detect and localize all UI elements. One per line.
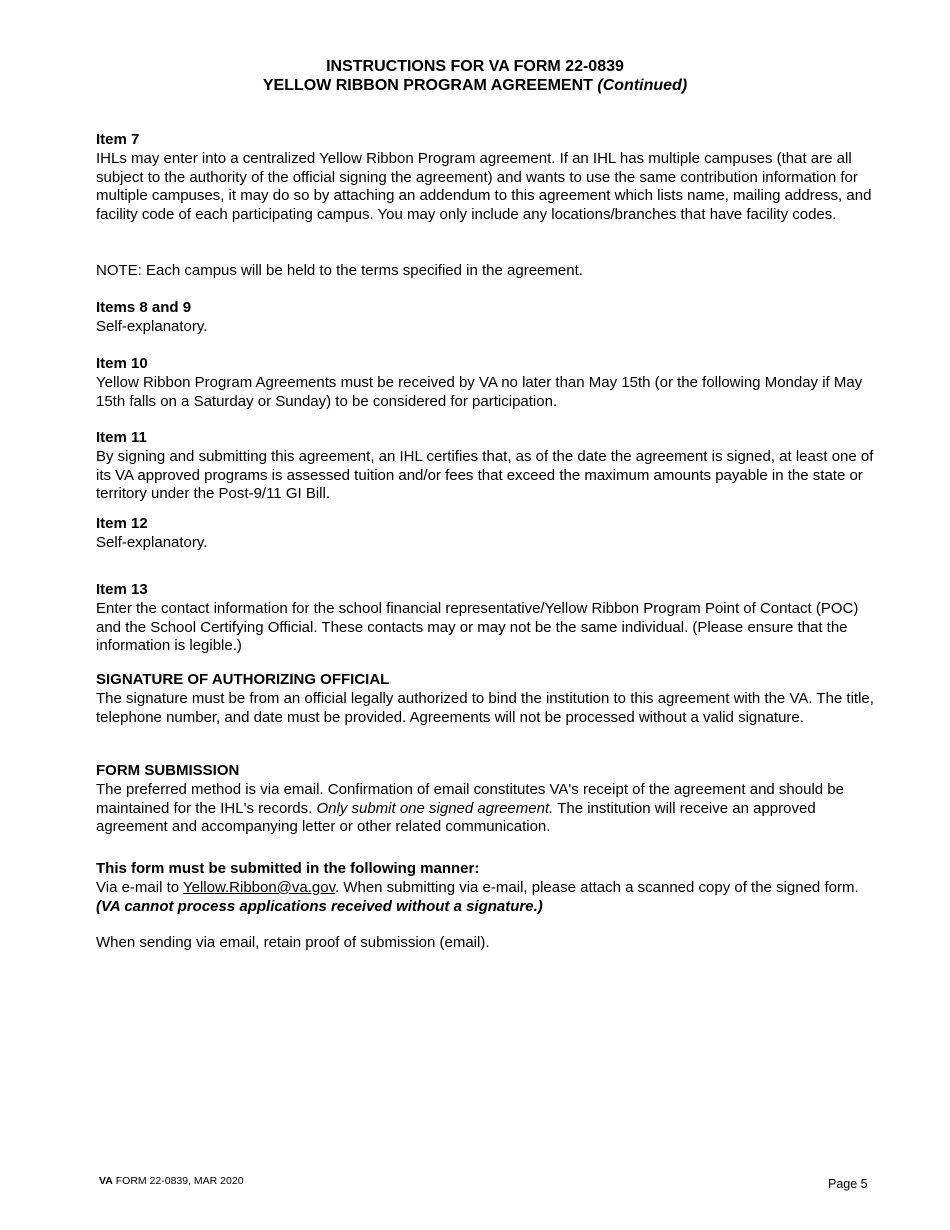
submission-text-continued: The institution will receive an approved agreement and accompanying letter or other related communication.	[96, 799, 816, 836]
page-title-main: YELLOW RIBBON PROGRAM AGREEMENT	[262, 77, 593, 94]
section-item-10	[96, 355, 876, 411]
section-body: Yellow Ribbon Program Agreements must be received by VA no later than May 15th (or the following Monday if May 15th falls on a Saturday or Sunday) to be considered for participation.	[96, 373, 863, 410]
section-retain-proof	[96, 934, 876, 953]
section-body: IHLs may enter into a centralized Yellow Ribbon Program agreement. If an IHL has multiple campuses (that are all subject to the authority of the official signing the agreement) and wants to use the same contribution information for multiple campuses, it may do so by attaching an addendum to this agreement which lists name, mailing address, and facility code of each participating campus. You may only include any locations/branches that have facility codes.	[96, 149, 872, 223]
page-number: Page 5	[828, 1177, 868, 1191]
email-link[interactable]: Yellow.Ribbon@va.gov	[183, 878, 335, 896]
section-submission-manner	[96, 860, 876, 916]
page-title-continued: (Continued)	[597, 77, 688, 94]
section-body: The signature must be from an official legally authorized to bind the institution to this agreement with the VA. The title, telephone number, and date must be provided. Agreements will not be processed without a valid signature.	[96, 689, 874, 726]
section-heading: Item 11	[96, 429, 147, 446]
retain-proof-text: When sending via email, retain proof of submission (email).	[96, 934, 490, 951]
footer-form-id	[99, 1175, 244, 1187]
section-heading: SIGNATURE OF AUTHORIZING OFFICIAL	[96, 671, 390, 688]
submission-text: The preferred method is via email. Confirmation of email constitutes VA's receipt of the agreement and should be maintained for the IHL's records.	[96, 780, 844, 817]
section-item-7	[96, 131, 876, 225]
section-body: By signing and submitting this agreement, an IHL certifies that, as of the date the agreement is signed, at least one of its VA approved programs is assessed tuition and/or fees that exceed the maximum amounts payable in the state or territory under the Post-9/11 GI Bill.	[96, 447, 874, 503]
section-body	[96, 879, 876, 917]
section-item-12	[96, 515, 876, 553]
section-item-7-note	[96, 262, 876, 281]
section-heading: FORM SUBMISSION	[96, 762, 240, 779]
page-title-line-2	[0, 76, 950, 96]
section-item-13	[96, 581, 876, 656]
section-body: Enter the contact information for the school financial representative/Yellow Ribbon Program Point of Contact (POC) and the School Certifying Official. These contacts may or may not be the same individual. (Please ensure that the information is legible.)	[96, 599, 859, 655]
section-body: Self-explanatory.	[96, 533, 208, 551]
email-instruction-prefix: Via e-mail to	[96, 878, 180, 896]
section-heading: Item 7	[96, 131, 140, 148]
section-signature	[96, 671, 876, 727]
submission-emphasis: Only submit one signed agreement.	[316, 799, 554, 817]
section-heading: Item 10	[96, 355, 148, 372]
section-form-submission	[96, 762, 876, 837]
section-body: Self-explanatory.	[96, 317, 208, 335]
section-heading: Item 13	[96, 581, 148, 598]
section-heading: Items 8 and 9	[96, 299, 192, 316]
section-item-11	[96, 429, 876, 504]
footer-form-prefix: VA	[99, 1175, 113, 1187]
section-heading: Item 12	[96, 515, 148, 532]
email-instruction-suffix: . When submitting via e-mail, please attach a scanned copy of the signed form.	[335, 878, 859, 896]
page-title-line-1: INSTRUCTIONS FOR VA FORM 22-0839	[326, 58, 624, 75]
note-text: NOTE: Each campus will be held to the terms specified in the agreement.	[96, 262, 583, 279]
signature-warning: (VA cannot process applications received without a signature.)	[96, 897, 543, 915]
section-heading: This form must be submitted in the following manner:	[96, 860, 480, 877]
section-items-8-9	[96, 299, 876, 337]
footer-form-number: FORM 22-0839, MAR 2020	[115, 1175, 244, 1187]
section-body	[96, 781, 876, 837]
